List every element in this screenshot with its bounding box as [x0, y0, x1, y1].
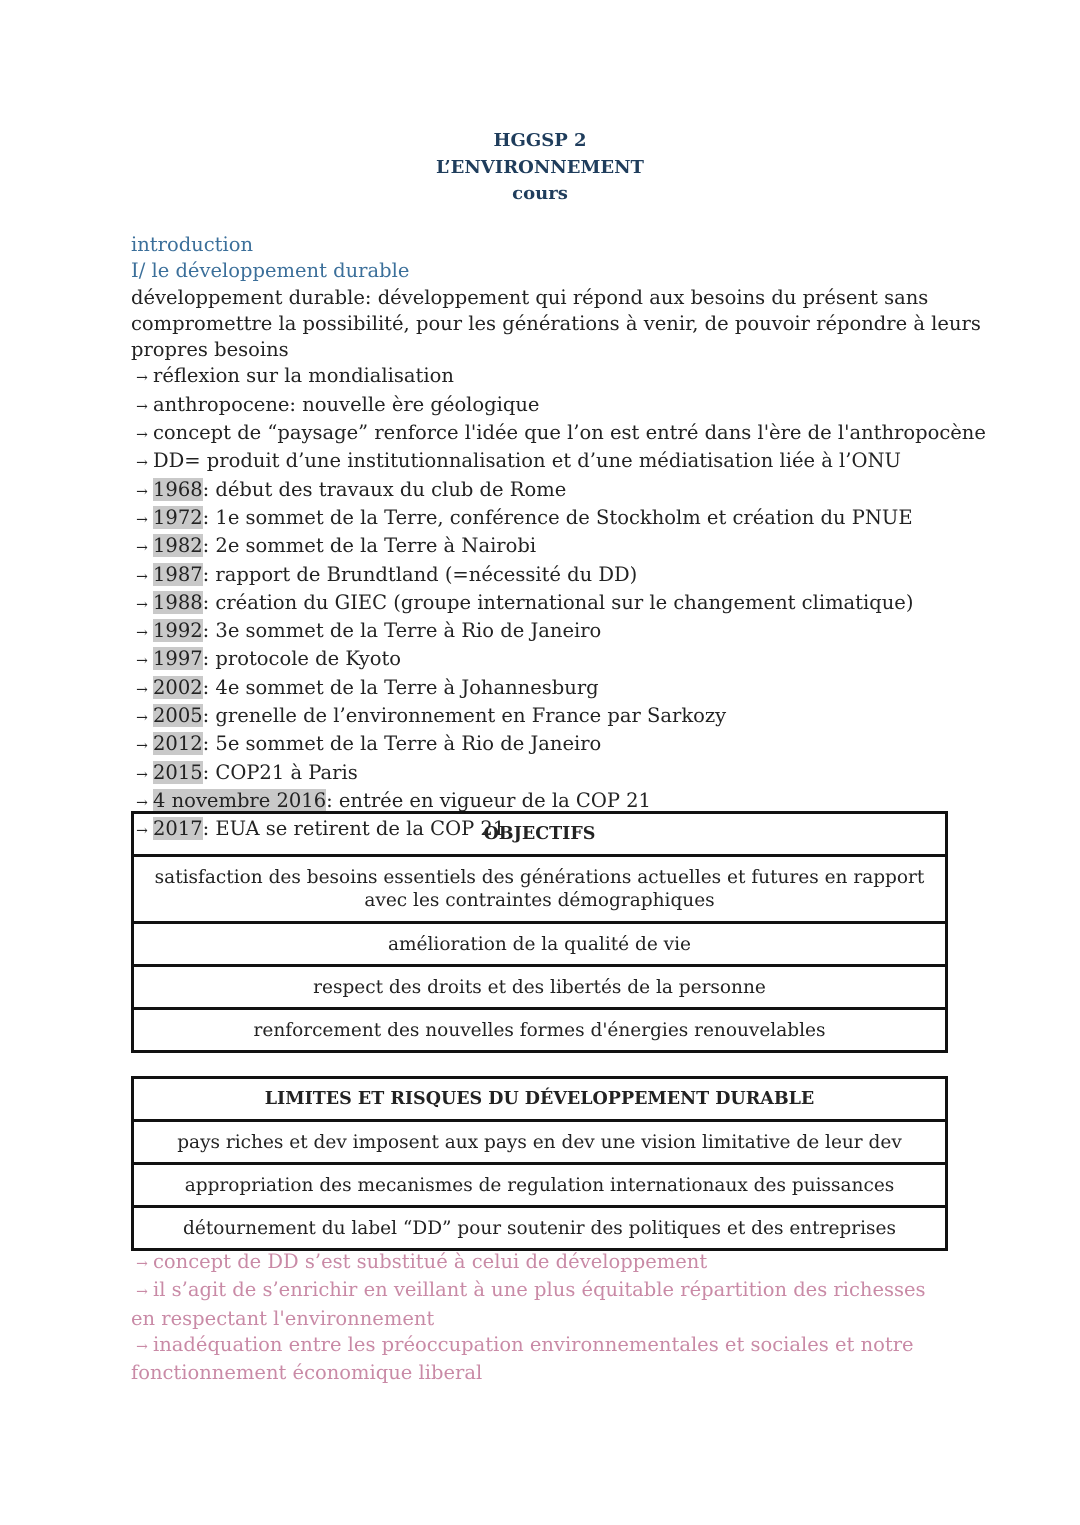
timeline-date: 2005 [153, 704, 203, 728]
arrow-icon: → [136, 1284, 148, 1301]
list-item: → concept de “paysage” renforce l'idée que l’on est entré dans l'ère de l'anthropocène [131, 420, 951, 448]
table-row: détournement du label “DD” pour soutenir des politiques et des entreprises [133, 1207, 947, 1250]
arrow-icon: → [136, 370, 148, 387]
definition-paragraph [131, 285, 981, 364]
table-row: appropriation des mecanismes de regulation internationaux des puissances [133, 1164, 947, 1207]
timeline-item: → 1968: début des travaux du club de Rome [131, 477, 951, 505]
timeline-item: → 1972: 1e sommet de la Terre, conférence de Stockholm et création du PNUE [131, 505, 951, 533]
list-item: → il s’agit de s’enrichir en veillant à une plus équitable répartition des richesses en respectant l'environnement [131, 1278, 926, 1330]
section-introduction: introduction [131, 233, 254, 256]
timeline-date: 1987 [153, 562, 203, 586]
key-points-list [131, 363, 986, 476]
arrow-icon: → [136, 794, 148, 811]
table-row: amélioration de la qualité de vie [133, 923, 947, 966]
document-subtitle: cours [512, 183, 568, 204]
arrow-icon: → [136, 568, 148, 585]
timeline-item: → 2012: 5e sommet de la Terre à Rio de Janeiro [131, 731, 951, 759]
arrow-icon: → [136, 710, 148, 727]
timeline-item: → 2015: COP21 à Paris [131, 760, 951, 788]
arrow-icon: → [136, 596, 148, 613]
table-row: pays riches et dev imposent aux pays en dev une vision limitative de leur dev [133, 1121, 947, 1164]
document-title: L’ENVIRONNEMENT [436, 156, 644, 178]
arrow-icon: → [136, 1338, 148, 1355]
timeline-item: → 2005: grenelle de l’environnement en France par Sarkozy [131, 703, 951, 731]
limites-table [131, 1076, 948, 1251]
timeline-date: 1988 [153, 590, 203, 614]
limites-title: LIMITES ET RISQUES DU DÉVELOPPEMENT DURABLE [133, 1078, 947, 1121]
timeline-item: → 1982: 2e sommet de la Terre à Nairobi [131, 533, 951, 561]
objectifs-table [131, 811, 948, 1053]
timeline-item: → 2002: 4e sommet de la Terre à Johannesburg [131, 675, 951, 703]
table-row: renforcement des nouvelles formes d'énergies renouvelables [133, 1009, 947, 1052]
objectifs-title: OBJECTIFS [133, 813, 947, 856]
arrow-icon: → [136, 653, 148, 670]
arrow-icon: → [136, 625, 148, 642]
table-row: respect des droits et des libertés de la personne [133, 966, 947, 1009]
arrow-icon: → [136, 766, 148, 783]
definition-line: développement durable: développement qui répond aux besoins du présent sans [131, 285, 929, 309]
arrow-icon: → [136, 427, 148, 444]
timeline-item: → 4 novembre 2016: entrée en vigueur de la COP 21 [131, 788, 951, 816]
arrow-icon: → [136, 455, 148, 472]
timeline-date: 2012 [153, 732, 203, 756]
arrow-icon: → [136, 823, 148, 840]
definition-line: propres besoins [131, 338, 289, 362]
course-code: HGGSP 2 [493, 130, 587, 151]
definition-line: compromettre la possibilité, pour les générations à venir, de pouvoir répondre à leurs [131, 311, 981, 335]
timeline-item: → 2017: EUA se retirent de la COP 21 [131, 816, 951, 844]
list-item: → réflexion sur la mondialisation [131, 363, 951, 391]
arrow-icon: → [136, 398, 148, 415]
arrow-icon: → [136, 681, 148, 698]
timeline-item: → 1987: rapport de Brundtland (=nécessité du DD) [131, 562, 951, 590]
timeline-item: → 1988: création du GIEC (groupe international sur le changement climatique) [131, 590, 951, 618]
list-item: → DD= produit d’une institutionnalisation et d’une médiatisation liée à l’ONU [131, 448, 951, 476]
timeline-date: 1972 [153, 505, 203, 529]
timeline-date: 2015 [153, 760, 203, 784]
document-header [0, 128, 1080, 208]
list-item: → anthropocene: nouvelle ère géologique [131, 392, 951, 420]
arrow-icon: → [136, 1256, 148, 1272]
timeline-date: 1997 [153, 647, 203, 671]
table-row: satisfaction des besoins essentiels des générations actuelles et futures en rapport avec les contraintes démographiques [133, 856, 947, 923]
arrow-icon: → [136, 738, 148, 755]
arrow-icon: → [136, 540, 148, 557]
list-item: → concept de DD s’est substitué à celui de développement [131, 1249, 951, 1277]
timeline-date: 2017 [153, 817, 203, 841]
timeline-item: → 1992: 3e sommet de la Terre à Rio de Janeiro [131, 618, 951, 646]
timeline-date: 1992 [153, 619, 203, 643]
list-item: → inadéquation entre les préoccupation environnementales et sociales et notre fonctionnement économique liberal [131, 1332, 914, 1385]
timeline-date: 1982 [153, 534, 203, 558]
timeline-date: 2002 [153, 675, 203, 699]
arrow-icon: → [136, 511, 148, 528]
timeline-list [131, 477, 951, 845]
arrow-icon: → [136, 483, 148, 500]
timeline-item: → 1997: protocole de Kyoto [131, 646, 951, 674]
timeline-date: 4 novembre 2016 [153, 788, 327, 812]
timeline-date: 1968 [153, 477, 203, 501]
conclusion-notes [131, 1249, 951, 1386]
main-content [131, 232, 986, 845]
section-part-1: I/ le développement durable [131, 259, 410, 283]
